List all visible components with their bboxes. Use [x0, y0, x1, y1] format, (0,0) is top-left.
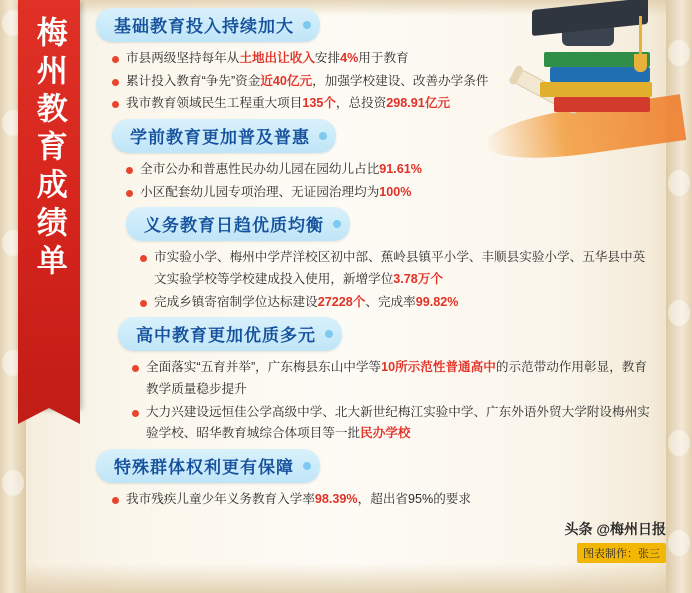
list-item: 我市残疾儿童少年义务教育入学率98.39%，超出省95%的要求: [112, 489, 656, 511]
sections-container: [96, 8, 656, 515]
source-label: 头条 @梅州日报: [564, 521, 666, 537]
section-bullet-list: [96, 159, 656, 203]
section-heading-pill: [126, 207, 350, 241]
section-title: 特殊群体权利更有保障: [114, 457, 294, 477]
bottom-shade: [0, 563, 692, 593]
poster-title: 梅州教育成绩单: [31, 16, 67, 282]
section-bullet-list: [96, 48, 656, 115]
section-bullet-list: [96, 247, 656, 313]
credit-block: [564, 519, 666, 563]
section-basic-education-investment: [96, 8, 656, 115]
section-compulsory-education: [96, 207, 656, 313]
section-heading-pill: [118, 317, 342, 351]
list-item: 大力兴建设远恒佳公学高级中学、北大新世纪梅江实验中学、广东外语外贸大学附设梅州实验学校、昭华教育城综合体项目等一批民办学校: [132, 402, 656, 445]
section-preschool-education: [96, 119, 656, 203]
section-title: 基础教育投入持续加大: [114, 17, 294, 36]
list-item: 全面落实“五育并举”，广东梅县东山中学等10所示范性普通高中的示范带动作用彰显，教育教学质量稳步提升: [132, 357, 656, 400]
list-item: 市县两级坚持每年从土地出让收入安排4%用于教育: [112, 48, 656, 70]
list-item: 小区配套幼儿园专项治理、无证园治理均为100%: [126, 182, 656, 204]
section-bullet-list: [96, 489, 656, 511]
section-title: 高中教育更加优质多元: [136, 326, 316, 346]
section-heading-pill: [112, 119, 336, 153]
section-heading-pill: [96, 8, 320, 42]
vertical-title-banner: [18, 0, 80, 408]
byline-badge: 图表制作：张三: [577, 543, 666, 563]
section-title: 学前教育更加普及普惠: [130, 127, 310, 147]
list-item: 完成乡镇寄宿制学位达标建设27228个、完成率99.82%: [140, 292, 656, 314]
section-heading-pill: [96, 449, 320, 483]
section-high-school-education: [96, 317, 656, 445]
section-title: 义务教育日趋优质均衡: [144, 216, 324, 236]
list-item: 我市教育领域民生工程重大项目135个，总投资298.91亿元: [112, 93, 656, 115]
section-bullet-list: [96, 357, 656, 445]
list-item: 全市公办和普惠性民办幼儿园在园幼儿占比91.61%: [126, 159, 656, 181]
list-item: 累计投入教育“争先”资金近40亿元，加强学校建设、改善办学条件: [112, 71, 656, 93]
section-special-groups: [96, 449, 656, 511]
list-item: 市实验小学、梅州中学芹洋校区初中部、蕉岭县镇平小学、丰顺县实验小学、五华县中英文实验学校等学校建成投入使用，新增学位3.78万个: [140, 247, 656, 290]
